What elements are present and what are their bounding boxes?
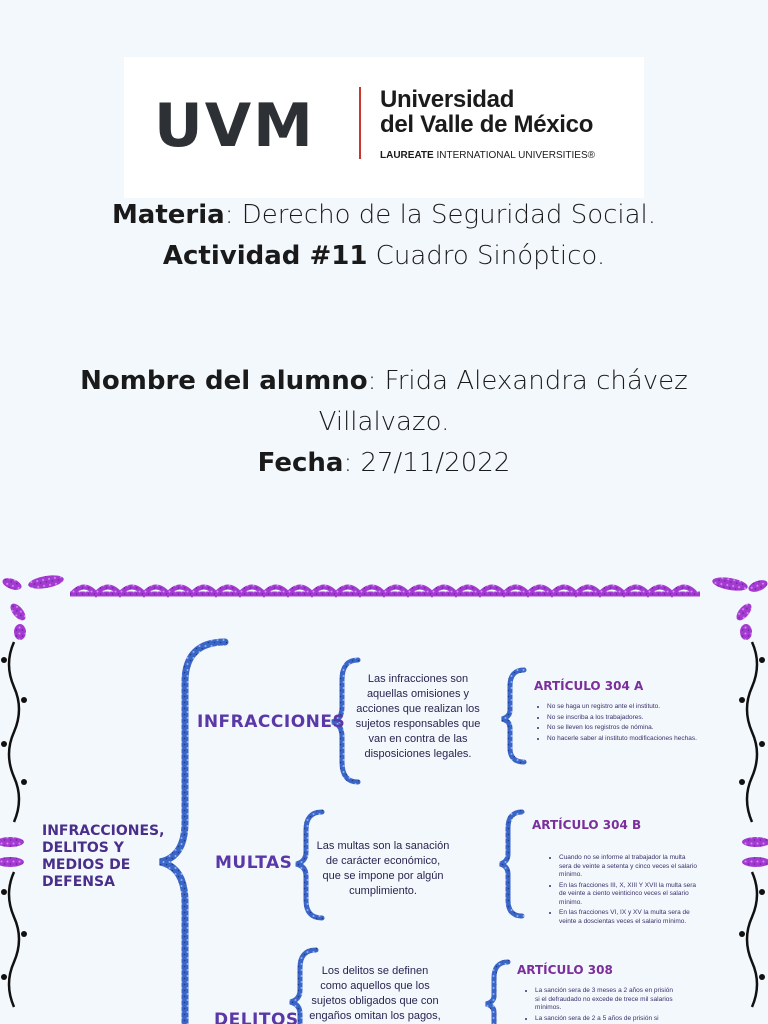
list-item: • La sanción sera de 2 a 5 años de prisión si bbox=[535, 1015, 675, 1024]
list-item: • No se inscriba a los trabajadores. bbox=[547, 714, 697, 723]
article-304a-list bbox=[537, 703, 697, 745]
article-308-title: ARTÍCULO 308 bbox=[517, 963, 613, 977]
fecha-value: : 27/11/2022 bbox=[343, 448, 511, 478]
right-squiggle bbox=[747, 642, 757, 1007]
materia-line bbox=[0, 200, 768, 230]
article-304b-list bbox=[549, 854, 699, 928]
materia-label: Materia bbox=[111, 200, 225, 230]
brace-art-308 bbox=[486, 962, 508, 1024]
logo-divider bbox=[359, 87, 361, 159]
fecha-line bbox=[0, 448, 768, 478]
materia-value: : Derecho de la Seguridad Social. bbox=[224, 200, 657, 230]
logo-tagline bbox=[380, 150, 595, 161]
alumno-line bbox=[0, 366, 768, 396]
right-dots bbox=[739, 657, 765, 980]
brace-art-304a bbox=[502, 670, 524, 762]
heading-delitos: DELITOS bbox=[214, 1010, 299, 1024]
actividad-value: Cuadro Sinóptico. bbox=[367, 241, 606, 271]
brace-art-304b bbox=[500, 812, 522, 916]
uvm-logo bbox=[124, 57, 644, 198]
desc-multas: Las multas son la sanación de carácter económico, que se impone por algún cumplimiento. bbox=[316, 840, 450, 897]
corner-flower-right bbox=[711, 575, 768, 640]
left-squiggle bbox=[9, 642, 19, 1007]
article-308-list bbox=[525, 987, 675, 1024]
list-item: • No se haga un registro ante el instituto. bbox=[547, 703, 697, 712]
list-item: • En las fracciones VI, IX y XV la multa sera de veinte a doscientas veces el salario mínimo. bbox=[559, 909, 699, 926]
list-item: • No hacerle saber al instituto modificaciones hechas. bbox=[547, 735, 697, 744]
fecha-label: Fecha bbox=[257, 448, 344, 478]
poster-decorations bbox=[0, 572, 768, 1024]
logo-name-line2: del Valle de México bbox=[380, 111, 594, 138]
alumno-line2 bbox=[0, 407, 768, 437]
corner-flower-left bbox=[1, 573, 65, 640]
logo-name-line1: Universidad bbox=[380, 86, 515, 113]
list-item: • No se lleven los registros de nómina. bbox=[547, 724, 697, 733]
top-garland bbox=[70, 587, 700, 594]
logo-tagline-bold: LAUREATE bbox=[380, 150, 434, 161]
left-dots bbox=[1, 657, 27, 980]
side-flower-left bbox=[0, 837, 24, 867]
heading-infracciones: INFRACCIONES bbox=[197, 712, 346, 732]
chart-main-title: INFRACCIONES, DELITOS Y MEDIOS DE DEFENSA bbox=[42, 823, 165, 890]
list-item: • La sanción sera de 3 meses a 2 años en prisión si el defraudado no excede de trece mil salarios mínimos. bbox=[535, 987, 675, 1013]
logo-tagline-rest: INTERNATIONAL UNIVERSITIES® bbox=[433, 150, 595, 161]
list-item: • Cuando no se informe al trabajador la multa sera de veinte a setenta y cinco veces el salario mínimo. bbox=[559, 854, 699, 880]
article-304a-title: ARTÍCULO 304 A bbox=[534, 679, 644, 693]
side-flower-right bbox=[742, 837, 768, 867]
article-304b-title: ARTÍCULO 304 B bbox=[532, 818, 642, 832]
alumno-value-line1: : Frida Alexandra chávez bbox=[367, 366, 688, 396]
desc-infracciones: Las infracciones son aquellas omisiones y acciones que realizan los sujetos responsables que van en contra de las disposiciones legales. bbox=[355, 673, 481, 760]
logo-mark: UVM bbox=[154, 91, 315, 161]
alumno-value-line2: Villalvazo. bbox=[318, 407, 450, 437]
logo-university-name bbox=[380, 87, 593, 137]
actividad-line bbox=[0, 241, 768, 271]
alumno-label: Nombre del alumno bbox=[80, 366, 368, 396]
heading-multas: MULTAS bbox=[215, 853, 293, 873]
actividad-label: Actividad #11 bbox=[162, 241, 368, 271]
list-item: • En las fracciones III, X, XIII Y XVII la multa sera de veinte a ciento veinticinco veces el salario mínimo. bbox=[559, 882, 699, 908]
desc-delitos: Los delitos se definen como aquellos que los sujetos obligados que con engaños omitan los pagos, bbox=[309, 965, 441, 1022]
synoptic-chart-poster bbox=[0, 572, 768, 1024]
